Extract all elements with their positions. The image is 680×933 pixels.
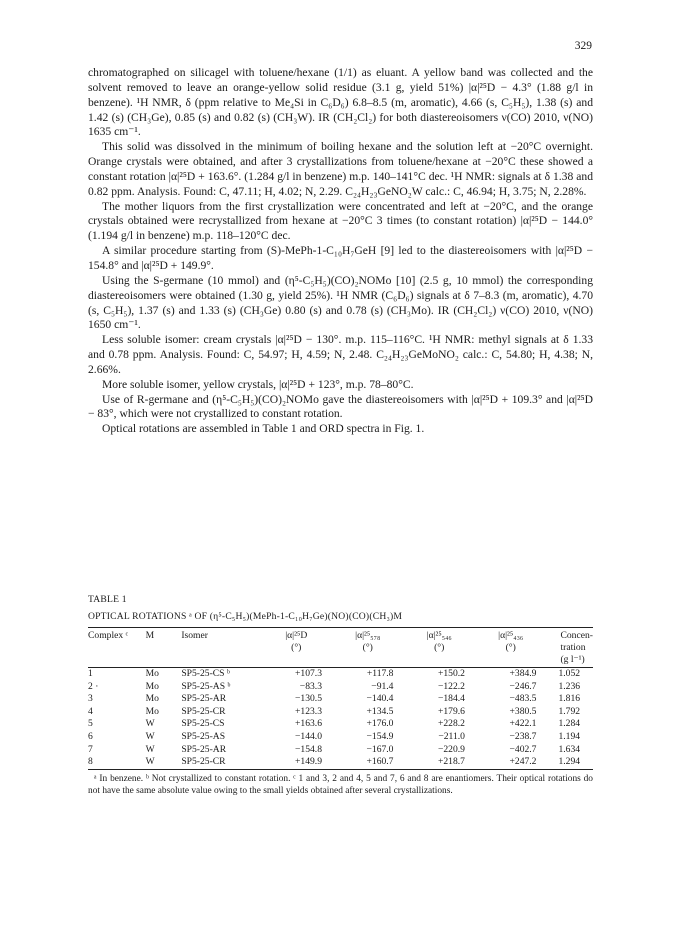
paragraph-4: A similar procedure starting from (S)-MePh-1-C₁₀H₇GeH [9] led to the diastereoisomers with |α|²⁵D − 154.8° and |α|²⁵D + 149.9°. bbox=[88, 244, 593, 272]
cell-complex: 8 bbox=[88, 756, 93, 768]
cell-complex: 5 bbox=[88, 718, 93, 730]
cell-metal: W bbox=[145, 730, 155, 742]
body-text bbox=[88, 66, 593, 437]
paragraph-1: chromatographed on silicagel with toluene/hexane (1/1) as eluant. A yellow band was collected and the solvent removed to leave an orange-yellow solid residue (3.1 g, yield 51%) |α|²⁵D − 4.3° (1.88 g/l in benzene). ¹H NMR, δ (ppm relative to Me₄Si in C₆D₆) 6.8–8.5 (m, aromatic), 4.66 (s, C₅H₅), 1.38 (s) and 1.42 (s) (CH₃Ge), 0.85 (s) and 0.82 (s) (CH₃W). IR (CH₂Cl₂) for both diastereoisomers ν(CO) 2010, ν(NO) 1635 cm⁻¹. bbox=[88, 66, 593, 139]
cell-metal: W bbox=[145, 718, 155, 730]
cell-metal: Mo bbox=[145, 705, 159, 717]
cell-alpha-546: +179.6 bbox=[437, 705, 465, 717]
header-alpha-546-unit: (°) bbox=[434, 642, 445, 653]
cell-alpha-436: +247.2 bbox=[509, 756, 537, 768]
header-concentration-line1: Concen- bbox=[560, 630, 593, 641]
cell-concentration: 1.816 bbox=[558, 693, 581, 705]
cell-alpha-578: +176.0 bbox=[366, 718, 394, 730]
table-row bbox=[88, 731, 593, 744]
table-row bbox=[88, 756, 593, 769]
header-metal: M bbox=[145, 630, 155, 641]
table-bottom-rule bbox=[88, 769, 593, 770]
page-number: 329 bbox=[574, 40, 592, 52]
table-header-row bbox=[88, 628, 593, 667]
cell-alpha-436: −402.7 bbox=[509, 743, 537, 755]
header-concentration-line3: (g l⁻¹) bbox=[560, 654, 585, 665]
cell-complex: 4 bbox=[88, 705, 93, 717]
paragraph-6: Less soluble isomer: cream crystals |α|²⁵D − 130°. m.p. 115–116°C. ¹H NMR: methyl signals at δ 1.33 and 0.78 ppm. Analysis. Found: C, 54.97; H, 4.59; N, 2.48. C₂₄H₂₃GeMoNO₂ calc.: C, 54.80; H, 4.38; N, 2.66%. bbox=[88, 333, 593, 376]
table-row bbox=[88, 668, 593, 681]
cell-isomer: SP5-25-AR bbox=[181, 743, 227, 755]
cell-alpha-d: +149.9 bbox=[295, 756, 322, 768]
cell-concentration: 1.236 bbox=[558, 680, 581, 692]
cell-metal: W bbox=[145, 743, 155, 755]
header-concentration bbox=[546, 628, 593, 667]
cell-complex: 1 bbox=[88, 668, 93, 679]
cell-metal: Mo bbox=[145, 668, 159, 679]
header-alpha-546-label: |α|²⁵₅₄₆ bbox=[426, 630, 452, 641]
cell-alpha-d: +163.6 bbox=[295, 718, 322, 730]
table-caption: OPTICAL ROTATIONS ᵃ OF (η⁵-C₅H₅)(MePh-1-C₁₀H₇Ge)(NO)(CO)(CH₃)M bbox=[88, 611, 403, 622]
table-row bbox=[88, 744, 593, 757]
header-alpha-d-unit: (°) bbox=[291, 642, 302, 653]
table-row bbox=[88, 681, 593, 694]
table-footnote: ᵃ In benzene. ᵇ Not crystallized to constant rotation. ᶜ 1 and 3, 2 and 4, 5 and 7, 6 and 8 are enantiomers. Their optical rotations do not have the same absolute value owing to the small yields obtained after several crystallizations. bbox=[88, 773, 593, 797]
cell-alpha-d: −130.5 bbox=[295, 693, 322, 705]
cell-alpha-d: −144.0 bbox=[295, 730, 322, 742]
cell-alpha-546: −184.4 bbox=[437, 693, 465, 705]
paragraph-2: This solid was dissolved in the minimum of boiling hexane and the solution left at −20°C overnight. Orange crystals were obtained, and after 3 crystallizations from toluene/hexane at −20°C these showed a constant rotation |α|²⁵D + 163.6°. (1.284 g/l in benzene) m.p. 140–141°C dec. ¹H NMR: signals at δ 1.38 and 0.82 ppm. Analysis. Found: C, 47.11; H, 4.02; N, 2.29. C₂₄H₂₃GeNO₂W calc.: C, 46.94; H, 3.75; N, 2.28%. bbox=[88, 140, 593, 198]
cell-metal: Mo bbox=[145, 680, 159, 692]
cell-concentration: 1.294 bbox=[558, 756, 581, 768]
cell-complex: 6 bbox=[88, 730, 93, 742]
cell-alpha-578: −154.9 bbox=[366, 730, 394, 742]
cell-alpha-578: −167.0 bbox=[366, 743, 394, 755]
cell-alpha-d: −154.8 bbox=[295, 743, 322, 755]
cell-alpha-578: +117.8 bbox=[366, 668, 394, 679]
cell-alpha-d: +123.3 bbox=[295, 705, 322, 717]
header-alpha-436-label: |α|²⁵₄₃₆ bbox=[498, 630, 524, 641]
header-alpha-d bbox=[261, 628, 332, 667]
cell-complex: 7 bbox=[88, 743, 93, 755]
cell-isomer: SP5-25-CR bbox=[181, 756, 226, 768]
cell-concentration: 1.194 bbox=[558, 730, 581, 742]
header-alpha-578-unit: (°) bbox=[362, 642, 373, 653]
cell-alpha-436: −246.7 bbox=[509, 680, 537, 692]
header-alpha-578-label: |α|²⁵₅₇₈ bbox=[355, 630, 381, 641]
cell-alpha-546: −122.2 bbox=[437, 680, 465, 692]
table-row bbox=[88, 718, 593, 731]
cell-metal: Mo bbox=[145, 693, 159, 705]
cell-concentration: 1.792 bbox=[558, 705, 581, 717]
cell-alpha-546: +228.2 bbox=[437, 718, 465, 730]
cell-isomer: SP5-25-AS bbox=[181, 730, 226, 742]
paragraph-3: The mother liquors from the first crystallization were concentrated and left at −20°C, and the orange crystals obtained were recrystallized from hexane at −20°C 3 times (to constant rotation) |α|²⁵D − 144.0° (1.194 g/l in benzene) m.p. 118–120°C dec. bbox=[88, 199, 593, 243]
header-complex: Complex ᶜ bbox=[88, 630, 129, 641]
cell-complex: 2 · bbox=[88, 680, 99, 692]
header-alpha-436-unit: (°) bbox=[505, 642, 516, 653]
cell-isomer: SP5-25-AS ᵇ bbox=[181, 680, 231, 692]
paragraph-8: Use of R-germane and (η⁵-C₅H₅)(CO)₂NOMo gave the diastereoisomers with |α|²⁵D + 109.3° and |α|²⁵D − 83°, which were not crystallized to constant rotation. bbox=[88, 392, 593, 421]
cell-complex: 3 bbox=[88, 693, 93, 705]
cell-alpha-546: −220.9 bbox=[437, 743, 465, 755]
header-alpha-436 bbox=[475, 628, 547, 667]
header-isomer: Isomer bbox=[181, 630, 208, 641]
paragraph-9: Optical rotations are assembled in Table 1 and ORD spectra in Fig. 1. bbox=[102, 422, 425, 436]
cell-concentration: 1.052 bbox=[558, 668, 581, 679]
header-alpha-d-label: |α|²⁵D bbox=[285, 630, 308, 641]
cell-alpha-578: −91.4 bbox=[371, 680, 394, 692]
cell-concentration: 1.634 bbox=[558, 743, 581, 755]
table-row bbox=[88, 706, 593, 719]
cell-isomer: SP5-25-CR bbox=[181, 705, 226, 717]
cell-alpha-436: +384.9 bbox=[509, 668, 537, 679]
cell-concentration: 1.284 bbox=[558, 718, 581, 730]
table-footnotes bbox=[88, 773, 593, 798]
optical-rotations-table bbox=[88, 628, 593, 769]
table-label: TABLE 1 bbox=[88, 594, 127, 605]
cell-alpha-546: +218.7 bbox=[437, 756, 465, 768]
cell-alpha-436: +380.5 bbox=[509, 705, 537, 717]
paragraph-7: More soluble isomer, yellow crystals, |α|²⁵D + 123°, m.p. 78–80°C. bbox=[102, 377, 414, 391]
table-row bbox=[88, 693, 593, 706]
cell-alpha-436: +422.1 bbox=[509, 718, 537, 730]
cell-alpha-546: +150.2 bbox=[437, 668, 465, 679]
cell-alpha-d: +107.3 bbox=[295, 668, 322, 679]
cell-alpha-578: +134.5 bbox=[366, 705, 394, 717]
cell-alpha-546: −211.0 bbox=[438, 730, 465, 742]
cell-isomer: SP5-25-AR bbox=[181, 693, 227, 705]
paragraph-5: Using the S-germane (10 mmol) and (η⁵-C₅H₅)(CO)₂NOMo [10] (2.5 g, 10 mmol) the corresponding diastereoisomers were obtained (1.30 g, yield 25%). ¹H NMR (C₆D₆) signals at δ 7–8.3 (m, aromatic), 4.70 (s, C₅H₅), 1.37 (s) and 1.33 (s) (CH₃Ge) 0.80 (s) and 0.78 (s) (CH₃Mo). IR (CH₂Cl₂) ν(CO) 2010, ν(NO) 1650 cm⁻¹. bbox=[88, 273, 593, 332]
cell-alpha-436: −483.5 bbox=[509, 693, 537, 705]
cell-metal: W bbox=[145, 756, 155, 768]
cell-isomer: SP5-25-CS bbox=[181, 718, 225, 730]
table-1 bbox=[88, 594, 593, 798]
cell-alpha-578: −140.4 bbox=[366, 693, 394, 705]
cell-alpha-d: −83.3 bbox=[299, 680, 322, 692]
header-alpha-578 bbox=[332, 628, 403, 667]
cell-alpha-436: −238.7 bbox=[509, 730, 537, 742]
header-alpha-546 bbox=[403, 628, 474, 667]
header-concentration-line2: tration bbox=[560, 642, 586, 653]
cell-alpha-578: +160.7 bbox=[366, 756, 394, 768]
cell-isomer: SP5-25-CS ᵇ bbox=[181, 668, 230, 679]
